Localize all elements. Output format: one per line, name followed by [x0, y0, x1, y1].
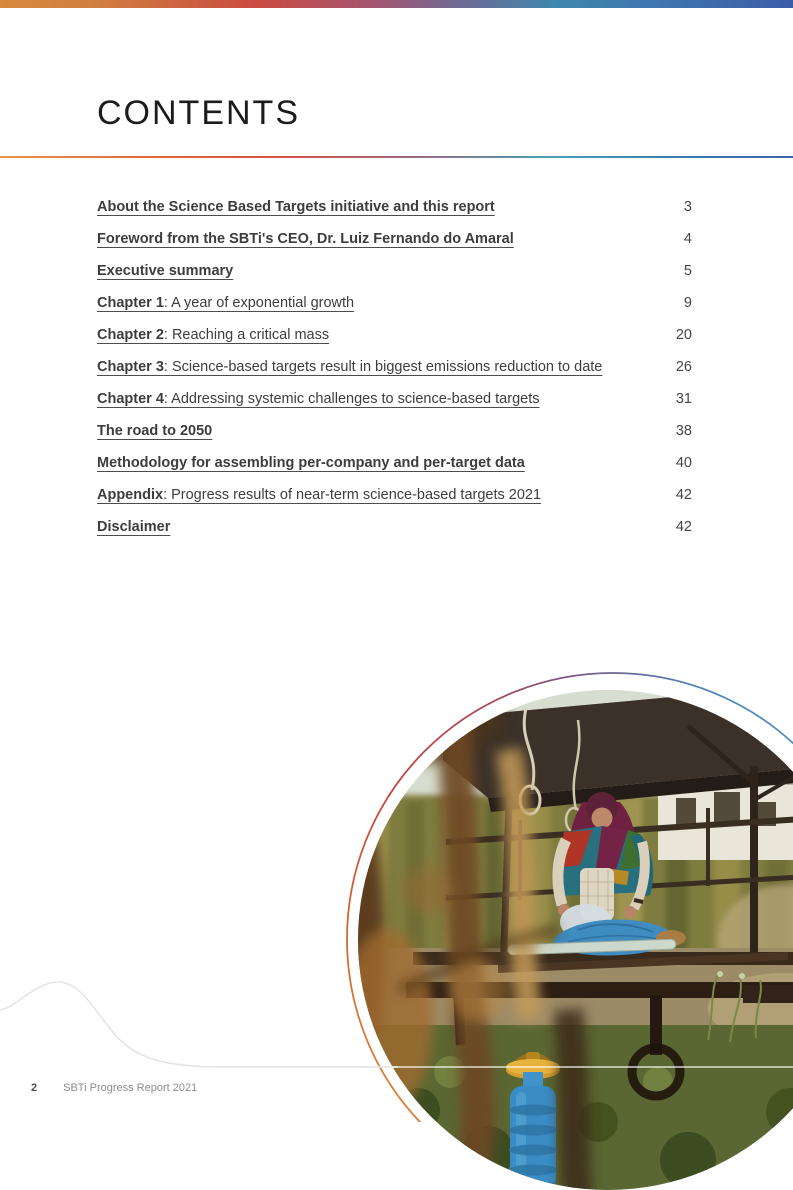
toc-entry-label [97, 319, 662, 351]
toc-entry[interactable] [97, 351, 692, 383]
toc-entry-label [97, 191, 670, 223]
toc-entry[interactable] [97, 479, 692, 511]
page-title: CONTENTS [97, 94, 300, 132]
toc-entry-label [97, 415, 662, 447]
toc-entry[interactable] [97, 415, 692, 447]
toc-entry-page-number: 26 [675, 359, 692, 375]
toc-entry[interactable] [97, 255, 692, 287]
footer-report-title: SBTi Progress Report 2021 [63, 1082, 198, 1094]
toc-entry-page-number: 4 [683, 231, 692, 247]
toc-entry[interactable] [97, 383, 692, 415]
toc-entry-page-number: 3 [683, 199, 692, 215]
toc-entry[interactable] [97, 319, 692, 351]
page-footer [31, 1082, 197, 1094]
toc-entry-page-number: 31 [675, 391, 692, 407]
toc-entry[interactable] [97, 223, 692, 255]
photo-blue-bottle [506, 1052, 560, 1190]
footer-page-number: 2 [31, 1082, 38, 1094]
toc-entry-page-number: 42 [675, 487, 692, 503]
toc-entry-page-number: 5 [683, 263, 692, 279]
toc-entry-label [97, 479, 662, 511]
toc-entry[interactable] [97, 447, 692, 479]
toc-entry-subtitle: : Science-based targets result in biggest emissions reduction to date [163, 359, 603, 375]
toc-entry-label [97, 447, 662, 479]
cover-photo-illustration [358, 690, 793, 1190]
cover-photo-circle [358, 690, 793, 1190]
toc-entry-label [97, 223, 670, 255]
toc-entry-title: Executive summary [97, 263, 234, 279]
toc-entry-subtitle: : A year of exponential growth [163, 295, 355, 311]
toc-entry-title: Chapter 2 [97, 327, 164, 343]
toc-entry-title: Chapter 4 [97, 391, 164, 407]
toc-entry[interactable] [97, 191, 692, 223]
toc-entry-title: Chapter 1 [97, 295, 164, 311]
toc-entry-page-number: 38 [675, 423, 692, 439]
toc-entry-label [97, 511, 662, 543]
toc-entry-subtitle: : Reaching a critical mass [163, 327, 330, 343]
curve-decoration [0, 982, 398, 1067]
gradient-divider [0, 156, 793, 158]
toc-entry-title: Disclaimer [97, 519, 171, 535]
toc-entry-label [97, 383, 662, 415]
toc-entry-page-number: 42 [675, 519, 692, 535]
toc-entry-title: The road to 2050 [97, 423, 213, 439]
table-of-contents [97, 191, 692, 543]
toc-entry-title: Appendix [97, 487, 164, 503]
toc-entry-title: Foreword from the SBTi's CEO, Dr. Luiz Fernando do Amaral [97, 231, 514, 247]
toc-entry-title: About the Science Based Targets initiative and this report [97, 199, 495, 215]
toc-entry[interactable] [97, 511, 692, 543]
toc-entry-page-number: 40 [675, 455, 692, 471]
toc-entry-subtitle: : Progress results of near-term science-based targets 2021 [163, 487, 542, 503]
toc-entry-subtitle: : Addressing systemic challenges to science-based targets [163, 391, 540, 407]
toc-entry-page-number: 9 [683, 295, 692, 311]
toc-entry[interactable] [97, 287, 692, 319]
toc-entry-label [97, 287, 670, 319]
toc-entry-label [97, 255, 670, 287]
toc-entry-page-number: 20 [675, 327, 692, 343]
toc-entry-title: Chapter 3 [97, 359, 164, 375]
top-gradient-bar [0, 0, 793, 8]
toc-entry-title: Methodology for assembling per-company and per-target data [97, 455, 525, 471]
toc-entry-label [97, 351, 662, 383]
